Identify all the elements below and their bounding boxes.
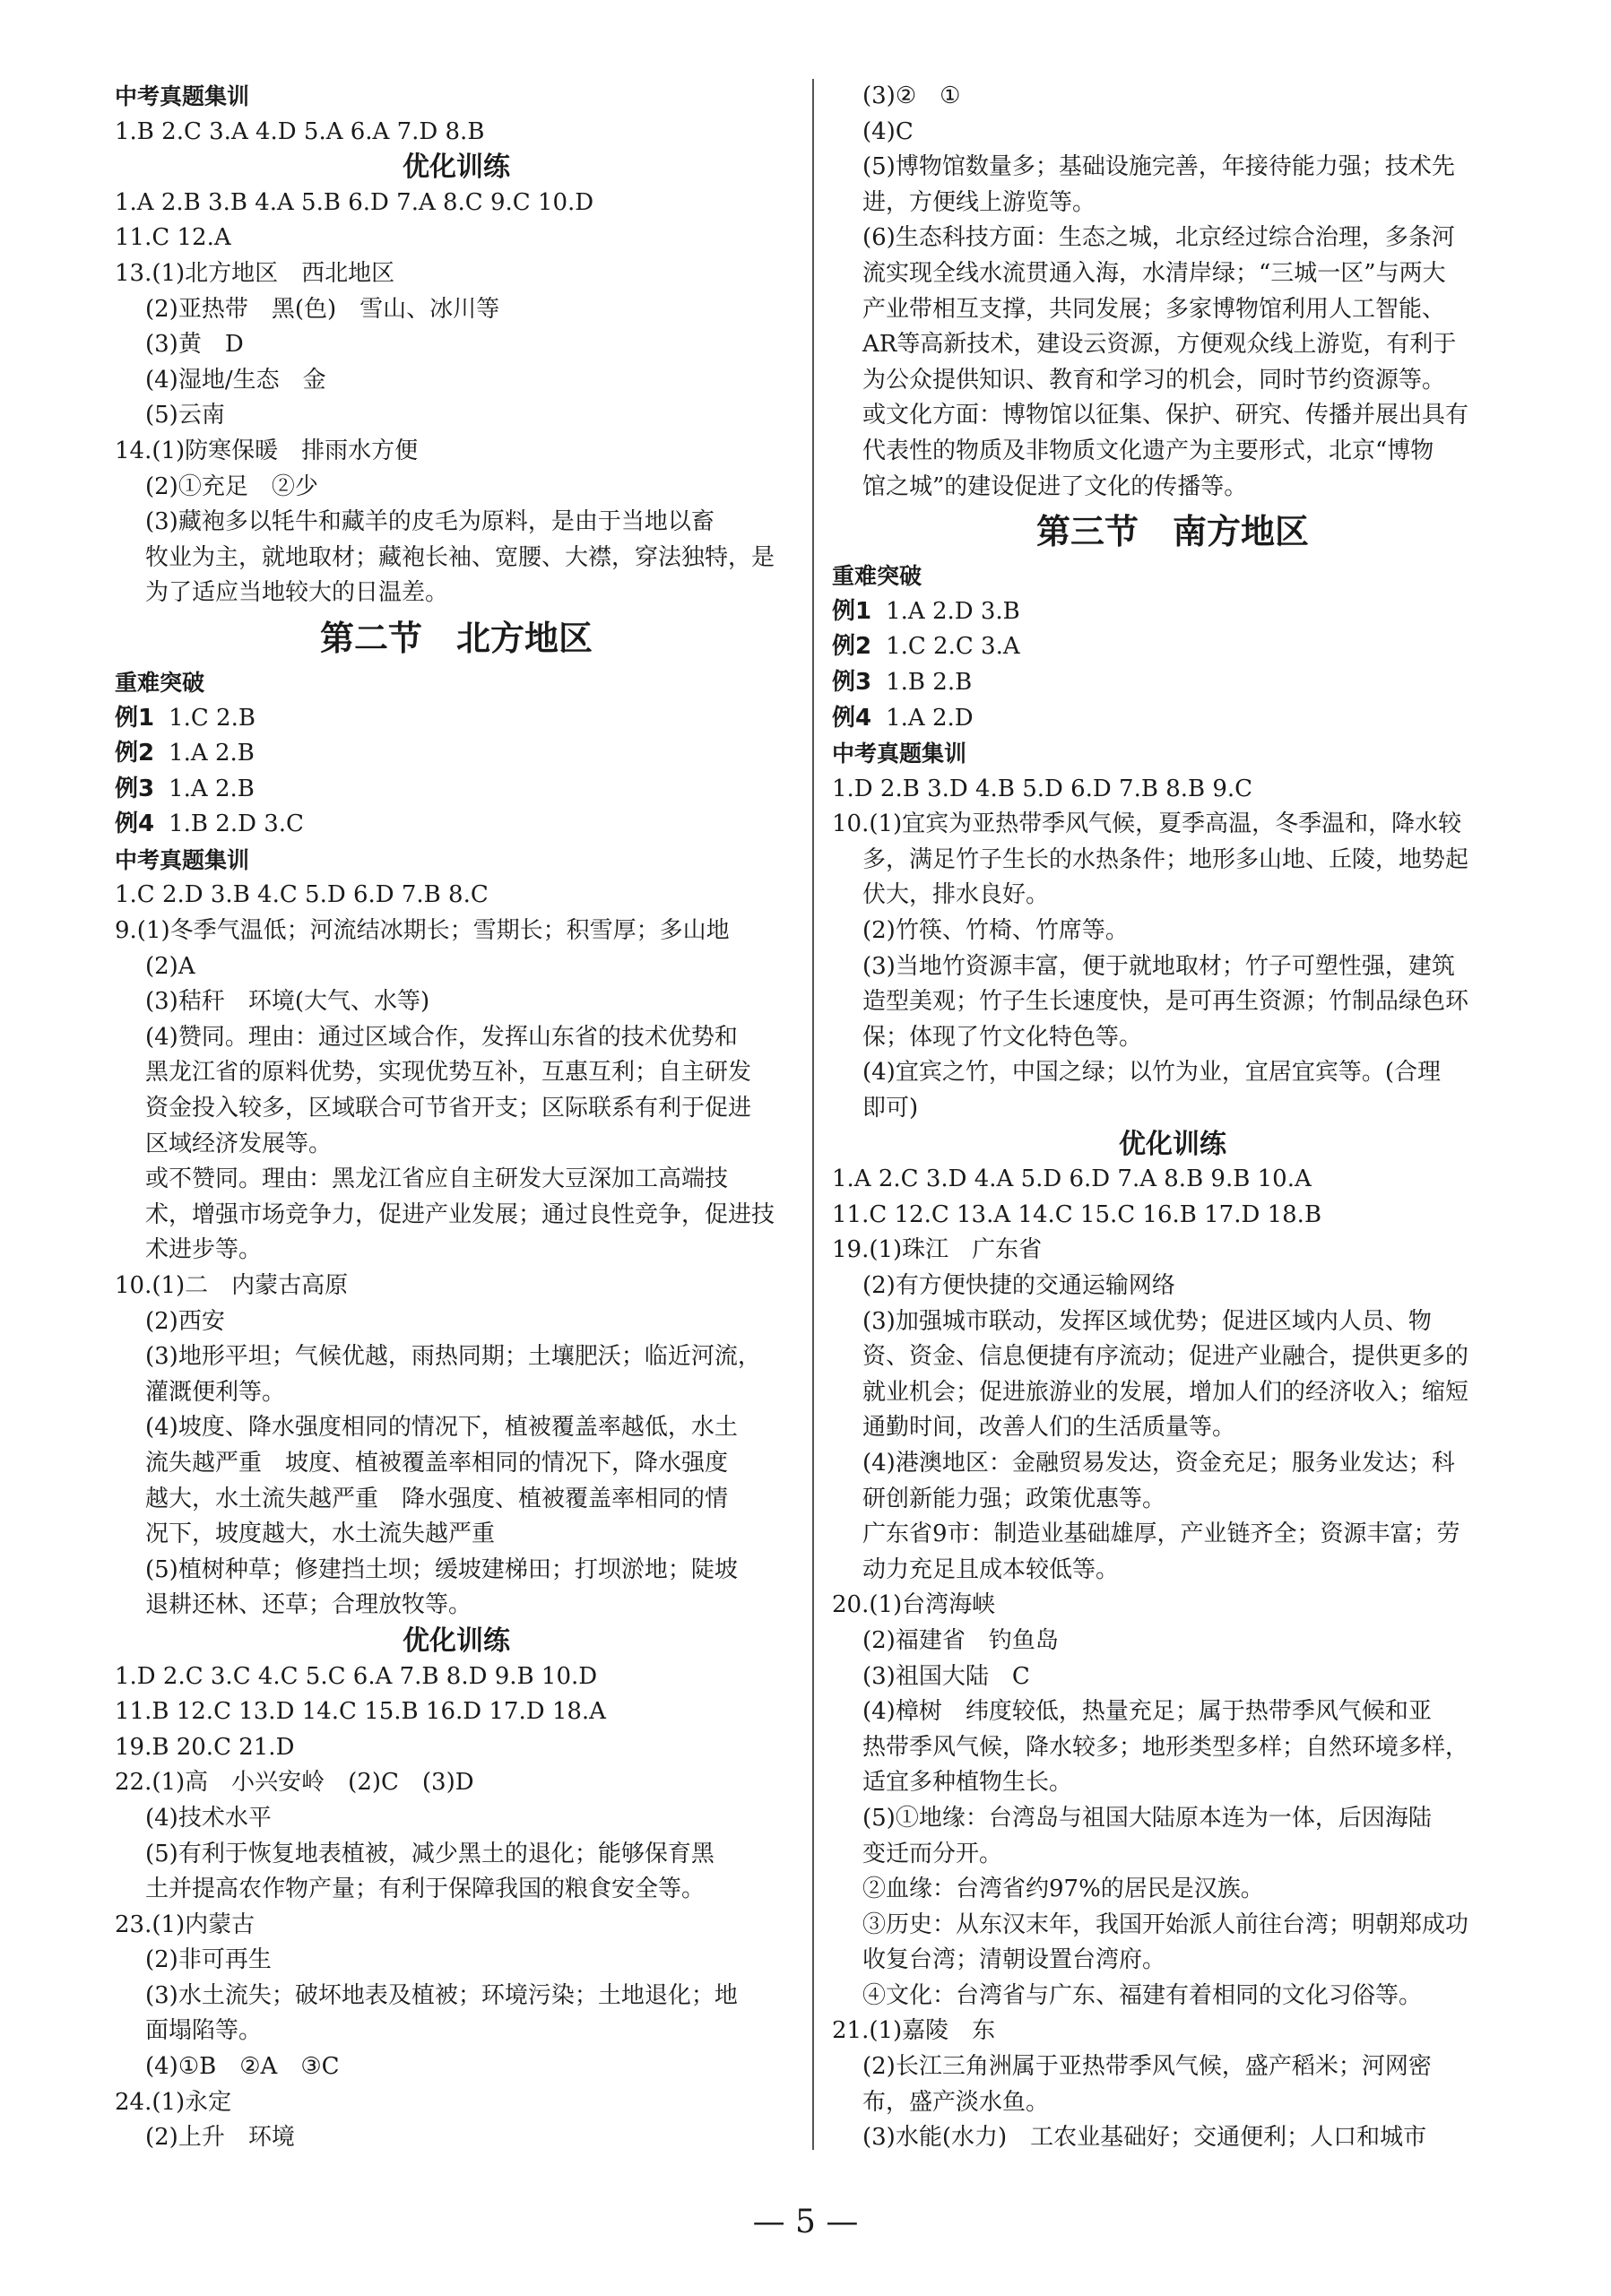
answer-line: 21.(1)嘉陵 东 <box>832 2017 996 2045</box>
example-answers: 1.A 2.B <box>169 740 255 767</box>
example-label: 例4 <box>115 810 155 838</box>
answer-line: 产业带相互支撑，共同发展；多家博物馆利用人工智能、 <box>862 295 1446 323</box>
answer-line: 23.(1)内蒙古 <box>115 1910 256 1938</box>
answer-line: 为公众提供知识、教育和学习的机会，同时节约资源等。 <box>862 366 1446 394</box>
answer-line: (3)当地竹资源丰富，便于就地取材；竹子可塑性强，建筑 <box>862 952 1455 980</box>
answer-line: 1.A 2.B 3.B 4.A 5.B 6.D 7.A 8.C 9.C 10.D <box>115 188 594 216</box>
answer-line: 退耕还林、还草；合理放牧等。 <box>145 1591 472 1619</box>
answer-line: 11.C 12.C 13.A 14.C 15.C 16.B 17.D 18.B <box>832 1200 1322 1228</box>
answer-line: 适宜多种植物生长。 <box>862 1769 1073 1797</box>
answer-line: (3)地形平坦；气候优越，雨热同期；土壤肥沃；临近河流， <box>145 1343 761 1371</box>
example-answer-line <box>115 736 798 772</box>
answer-line: AR等高新技术，建设云资源，方便观众线上游览，有利于 <box>862 331 1457 359</box>
answer-line: 面塌陷等。 <box>145 2017 263 2045</box>
example-answer-line <box>832 665 1513 701</box>
section-title: 第三节 南方地区 <box>1035 512 1309 552</box>
answer-line: (4)港澳地区：金融贸易发达，资金充足；服务业发达；科 <box>862 1449 1455 1477</box>
answer-line: 流实现全线水流贯通入海，水清岸绿；“三城一区”与两大 <box>862 259 1446 287</box>
answer-line: 11.B 12.C 13.D 14.C 15.B 16.D 17.D 18.A <box>115 1698 606 1726</box>
example-answer-line <box>832 629 1513 665</box>
answer-line: 进，方便线上游览等。 <box>862 188 1096 216</box>
answer-line: (5)博物馆数量多；基础设施完善，年接待能力强；技术先 <box>862 153 1455 181</box>
answer-line: 多，满足竹子生长的水热条件；地形多山地、丘陵，地势起 <box>862 845 1469 873</box>
example-answers: 1.A 2.D <box>886 704 974 732</box>
answer-line: (4)①B ②A ③C <box>145 2053 340 2081</box>
answer-line: 或不赞同。理由：黑龙江省应自主研发大豆深加工高端技 <box>145 1165 729 1193</box>
answer-line: 1.C 2.D 3.B 4.C 5.D 6.D 7.B 8.C <box>115 881 489 909</box>
example-label: 例2 <box>832 633 872 661</box>
answer-line: 土并提高农作物产量；有利于保障我国的粮食安全等。 <box>145 1876 706 1903</box>
answer-line: (2)福建省 钓鱼岛 <box>862 1626 1059 1654</box>
answer-line: 资、资金、信息便捷有序流动；促进产业融合，提供更多的 <box>862 1343 1469 1371</box>
answer-line: 保；体现了竹文化特色等。 <box>862 1023 1143 1051</box>
answer-line: 术，增强市场竞争力，促进产业发展；通过良性竞争，促进技 <box>145 1200 775 1228</box>
answer-line: 布，盛产淡水鱼。 <box>862 2088 1050 2116</box>
example-answer-line <box>832 701 1513 737</box>
example-label: 例4 <box>832 704 872 732</box>
answer-line: 研创新能力强；政策优惠等。 <box>862 1485 1166 1512</box>
answer-line: 越大，水土流失越严重 降水强度、植被覆盖率相同的情 <box>145 1485 729 1512</box>
answer-line: (4)湿地/生态 金 <box>145 366 326 394</box>
part-heading: 重难突破 <box>115 669 205 696</box>
example-label: 例3 <box>832 668 872 696</box>
example-answers: 1.B 2.B <box>886 668 973 696</box>
answer-line: (5)①地缘：台湾岛与祖国大陆原本连为一体，后因海陆 <box>862 1804 1432 1832</box>
answer-line: 24.(1)永定 <box>115 2088 232 2116</box>
example-label: 例2 <box>115 740 155 767</box>
answer-line: 11.C 12.A <box>115 224 231 252</box>
answer-line: (3)黄 D <box>145 331 244 359</box>
answer-line: 即可) <box>862 1095 919 1122</box>
answer-line: 况下，坡度越大，水土流失越严重 <box>145 1521 496 1548</box>
answer-line: 变迁而分开。 <box>862 1840 1003 1867</box>
answer-line: 热带季风气候，降水较多；地形类型多样；自然环境多样， <box>862 1733 1469 1761</box>
answer-line: 代表性的物质及非物质文化遗产为主要形式，北京“博物 <box>862 437 1434 464</box>
example-answers: 1.B 2.D 3.C <box>169 810 304 838</box>
subsection-heading: 优化训练 <box>1119 1128 1226 1160</box>
answer-line: (2)有方便快捷的交通运输网络 <box>862 1272 1175 1299</box>
part-heading: 重难突破 <box>832 563 922 590</box>
answer-line: (2)西安 <box>145 1307 225 1335</box>
example-answers: 1.A 2.B <box>169 775 255 802</box>
answer-line: (2)竹筷、竹椅、竹席等。 <box>862 917 1129 945</box>
answer-line: (5)有利于恢复地表植被，减少黑土的退化；能够保育黑 <box>145 1840 715 1867</box>
example-answer-line <box>832 594 1513 630</box>
answer-line: 9.(1)冬季气温低；河流结冰期长；雪期长；积雪厚；多山地 <box>115 917 730 945</box>
example-answer-line <box>115 772 798 808</box>
answer-line: 1.D 2.B 3.D 4.B 5.D 6.D 7.B 8.B 9.C <box>832 775 1253 802</box>
answer-line: (2)①充足 ②少 <box>145 472 318 500</box>
answer-line: 1.B 2.C 3.A 4.D 5.A 6.A 7.D 8.B <box>115 117 485 145</box>
answer-line: (2)亚热带 黑(色) 雪山、冰川等 <box>145 295 500 323</box>
right-column <box>832 79 1513 2156</box>
answer-line: 14.(1)防寒保暖 排雨水方便 <box>115 437 419 464</box>
answer-line: 造型美观；竹子生长速度快，是可再生资源；竹制品绿色环 <box>862 988 1469 1016</box>
answer-line: 1.A 2.C 3.D 4.A 5.D 6.D 7.A 8.B 9.B 10.A <box>832 1165 1312 1193</box>
example-label: 例1 <box>115 704 155 732</box>
part-heading: 中考真题集训 <box>115 83 250 109</box>
answer-line: (3)秸秆 环境(大气、水等) <box>145 988 430 1016</box>
answer-line: (4)赞同。理由：通过区域合作，发挥山东省的技术优势和 <box>145 1023 738 1051</box>
column-divider <box>812 79 814 2150</box>
answer-line: (3)水土流失；破坏地表及植被；环境污染；土地退化；地 <box>145 1981 738 2009</box>
answer-line: 19.B 20.C 21.D <box>115 1733 295 1761</box>
example-answers: 1.C 2.C 3.A <box>886 633 1020 661</box>
answer-line: (3)祖国大陆 C <box>862 1662 1030 1690</box>
answer-line: 20.(1)台湾海峡 <box>832 1591 996 1619</box>
example-answer-line <box>115 701 798 737</box>
answer-line: (5)云南 <box>145 402 225 429</box>
subsection-heading: 优化训练 <box>403 152 510 184</box>
answer-line: 19.(1)珠江 广东省 <box>832 1236 1043 1264</box>
answer-line: 伏大，排水良好。 <box>862 881 1050 909</box>
section-title: 第二节 北方地区 <box>319 618 593 658</box>
page-number: — 5 — <box>752 2204 859 2240</box>
answer-line: (4)宜宾之竹，中国之绿；以竹为业，宜居宜宾等。(合理 <box>862 1059 1441 1087</box>
answer-line: 10.(1)二 内蒙古高原 <box>115 1272 349 1299</box>
answer-line: 13.(1)北方地区 西北地区 <box>115 259 395 287</box>
answer-line: (4)樟树 纬度较低，热量充足；属于热带季风气候和亚 <box>862 1698 1432 1726</box>
example-answers: 1.A 2.D 3.B <box>886 597 1020 625</box>
left-column <box>115 79 798 2156</box>
answer-line: (3)加强城市联动，发挥区域优势；促进区域内人员、物 <box>862 1307 1432 1335</box>
answer-line: ②血缘：台湾省约97%的居民是汉族。 <box>862 1876 1264 1903</box>
example-label: 例1 <box>832 597 872 625</box>
answer-line: 22.(1)高 小兴安岭 (2)C (3)D <box>115 1769 474 1797</box>
answer-line: 馆之城”的建设促进了文化的传播等。 <box>862 472 1248 500</box>
answer-line: 灌溉便利等。 <box>145 1378 286 1406</box>
example-answers: 1.C 2.B <box>169 704 256 732</box>
part-heading: 中考真题集训 <box>832 741 967 767</box>
answer-line: ③历史：从东汉末年，我国开始派人前往台湾；明朝郑成功 <box>862 1910 1469 1938</box>
answer-line: 通勤时间，改善人们的生活质量等。 <box>862 1414 1236 1442</box>
answer-line: (3)② ① <box>862 82 961 109</box>
answer-line: 资金投入较多，区域联合可节省开支；区际联系有利于促进 <box>145 1095 752 1122</box>
answer-line: (2)非可再生 <box>145 1946 272 1974</box>
answer-line: 术进步等。 <box>145 1236 263 1264</box>
answer-line: (3)水能(水力) 工农业基础好；交通便利；人口和城市 <box>862 2124 1427 2152</box>
example-label: 例3 <box>115 775 155 802</box>
answer-line: 动力充足且成本较低等。 <box>862 1555 1120 1583</box>
answer-line: 流失越严重 坡度、植被覆盖率相同的情况下，降水强度 <box>145 1449 729 1477</box>
answer-line: 为了适应当地较大的日温差。 <box>145 579 449 607</box>
answer-line: (6)生态科技方面：生态之城，北京经过综合治理，多条河 <box>862 224 1455 252</box>
answer-line: (4)技术水平 <box>145 1804 272 1832</box>
answer-line: 或文化方面：博物馆以征集、保护、研究、传播并展出具有 <box>862 402 1469 429</box>
answer-line: 收复台湾；清朝设置台湾府。 <box>862 1946 1166 1974</box>
answer-line: 区域经济发展等。 <box>145 1130 333 1157</box>
answer-line: 1.D 2.C 3.C 4.C 5.C 6.A 7.B 8.D 9.B 10.D <box>115 1662 598 1690</box>
subsection-heading: 优化训练 <box>403 1625 510 1657</box>
answer-line: 黑龙江省的原料优势，实现优势互补，互惠互利；自主研发 <box>145 1059 752 1087</box>
answer-line: (2)上升 环境 <box>145 2124 295 2152</box>
answer-line: 10.(1)宜宾为亚热带季风气候，夏季高温，冬季温和，降水较 <box>832 810 1462 838</box>
answer-line: 牧业为主，就地取材；藏袍长袖、宽腰、大襟，穿法独特，是 <box>145 543 775 571</box>
example-answer-line <box>115 807 798 843</box>
answer-line: (5)植树种草；修建挡土坝；缓坡建梯田；打坝淤地；陡坡 <box>145 1555 738 1583</box>
answer-line: (4)C <box>862 117 914 145</box>
answer-line: ④文化：台湾省与广东、福建有着相同的文化习俗等。 <box>862 1981 1423 2009</box>
answer-line: (2)A <box>145 952 195 980</box>
answer-line: (2)长江三角洲属于亚热带季风气候，盛产稻米；河网密 <box>862 2053 1432 2081</box>
answer-line: 就业机会；促进旅游业的发展，增加人们的经济收入；缩短 <box>862 1378 1469 1406</box>
answer-line: (4)坡度、降水强度相同的情况下，植被覆盖率越低，水土 <box>145 1414 738 1442</box>
part-heading: 中考真题集训 <box>115 846 250 873</box>
answer-line: 广东省9市：制造业基础雄厚，产业链齐全；资源丰富；劳 <box>862 1521 1460 1548</box>
answer-line: (3)藏袍多以牦牛和藏羊的皮毛为原料，是由于当地以畜 <box>145 508 715 536</box>
